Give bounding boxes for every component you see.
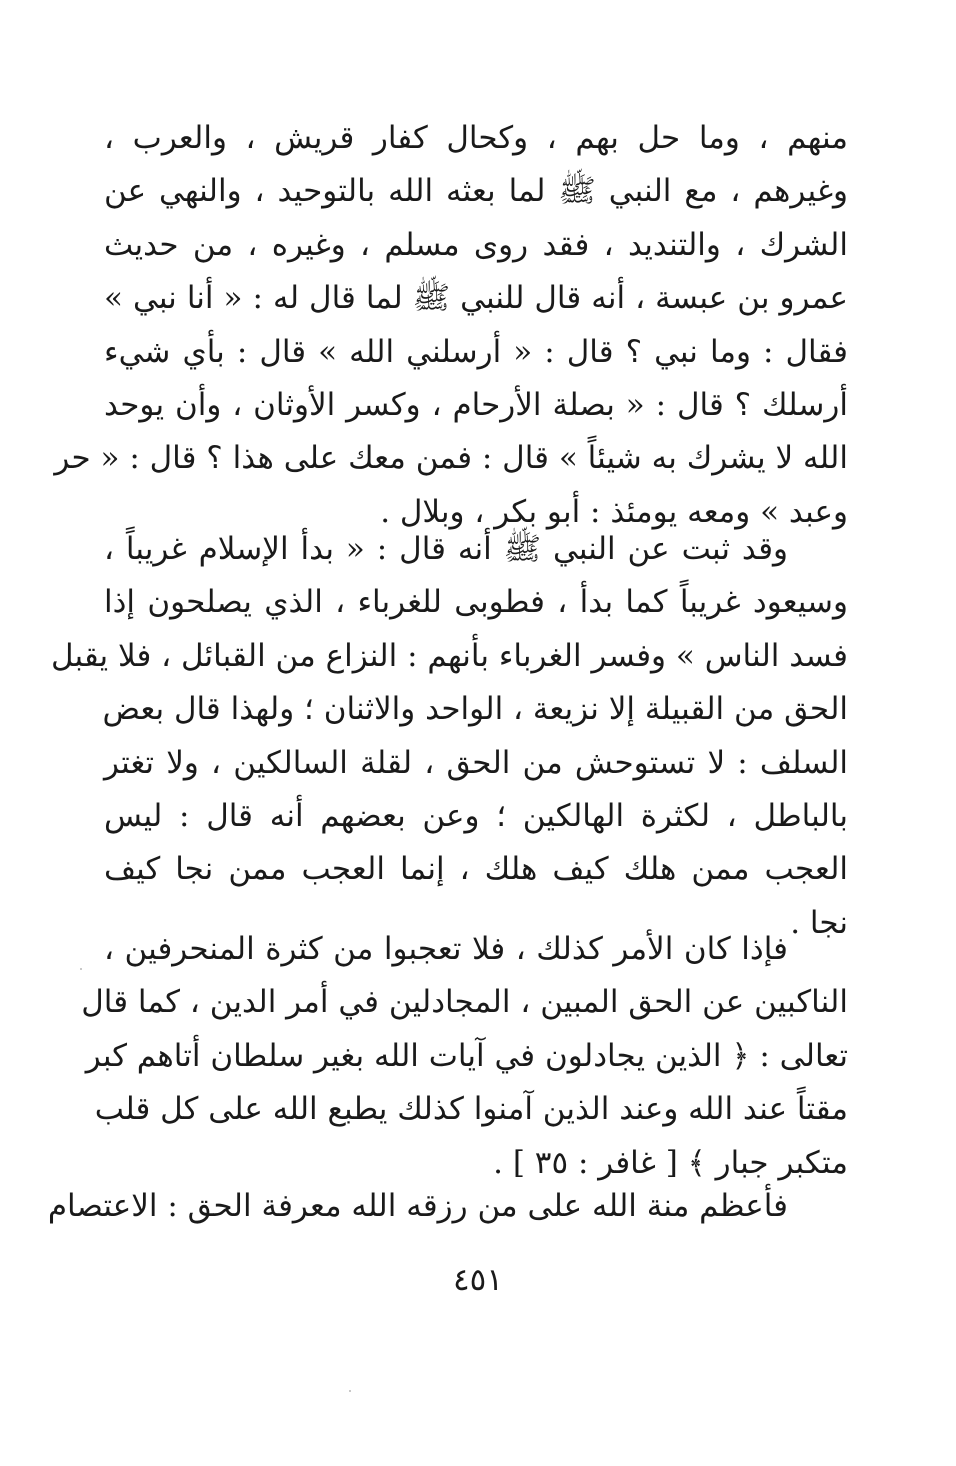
text-line: السلف : لا تستوحش من الحق ، لقلة السالكين ، ولا تغتر [104, 744, 848, 781]
text-line: فأعظم منة الله على من رزقه الله معرفة الحق : الاعتصام [47, 1188, 788, 1224]
text-line: وعبد » ومعه يومئذ : أبو بكر ، وبلال . [380, 493, 848, 530]
paragraph-2 [51, 523, 848, 950]
text-line: بالباطل ، لكثرة الهالكين ؛ وعن بعضهم أنه قال : ليس [104, 797, 848, 834]
scan-speck [349, 1390, 351, 1392]
text-line: تعالى : ﴿ الذين يجادلون في آيات الله بغير سلطان أتاهم كبر [85, 1037, 848, 1074]
text-line: الله لا يشرك به شيئاً » قال : فمن معك على هذا ؟ قال : « حر [54, 440, 848, 477]
page-number: ٤٥١ [453, 1262, 503, 1298]
text-line: فإذا كان الأمر كذلك ، فلا تعجبوا من كثرة المنحرفين ، [104, 931, 788, 967]
text-line: نجا . [790, 904, 848, 941]
text-line: وسيعود غريباً كما بدأ ، فطوبى للغرباء ، الذي يصلحون إذا [104, 584, 848, 621]
text-line: الشرك ، والتنديد ، فقد روى مسلم ، وغيره ، من حديث [104, 226, 848, 263]
scan-speck [80, 968, 82, 970]
text-line: فقال : وما نبي ؟ قال : « أرسلني الله » قال : بأي شيء [104, 333, 848, 370]
text-line: أرسلك ؟ قال : « بصلة الأرحام ، وكسر الأوثان ، وأن يوحد [104, 386, 848, 423]
text-line: وغيرهم ، مع النبي ﷺ لما بعثه الله بالتوحيد ، والنهي عن [104, 173, 848, 210]
text-line: عمرو بن عبسة ، أنه قال للنبي ﷺ لما قال له : « أنا نبي » [104, 280, 848, 317]
text-line: مقتاً عند الله وعند الذين آمنوا كذلك يطبع الله على كل قلب [94, 1091, 848, 1128]
text-line: الحق من القبيلة إلا نزيعة ، الواحد والاثنان ؛ ولهذا قال بعض [102, 691, 848, 728]
text-line: الناكبين عن الحق المبين ، المجادلين في أمر الدين ، كما قال [81, 984, 848, 1021]
text-line: متكبر جبار ﴾ [ غافر : ٣٥ ] . [493, 1144, 848, 1181]
text-line: فسد الناس » وفسر الغرباء بأنهم : النزاع من القبائل ، فلا يقبل [51, 637, 848, 674]
paragraph-3 [81, 923, 848, 1190]
text-line: منهم ، وما حل بهم ، وكحال كفار قريش ، والعرب ، [104, 120, 848, 156]
text-line: وقد ثبت عن النبي ﷺ أنه قال : « بدأ الإسلام غريباً ، [104, 531, 788, 567]
paragraph-1 [54, 112, 848, 539]
paragraph-4 [47, 1180, 848, 1233]
text-line: العجب ممن هلك كيف هلك ، إنما العجب ممن نجا كيف [104, 851, 848, 888]
